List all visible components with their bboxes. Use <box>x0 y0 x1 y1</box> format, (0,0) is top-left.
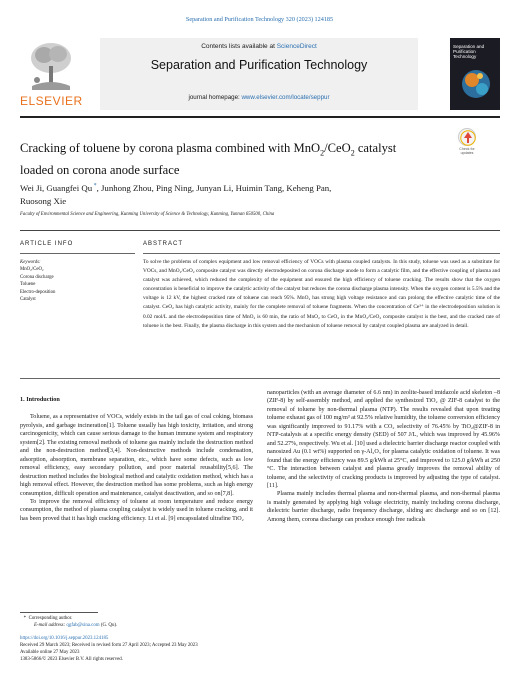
elsevier-tree-icon <box>28 40 74 90</box>
elsevier-wordmark: ELSEVIER <box>20 94 83 108</box>
section-heading: 1. Introduction <box>20 396 60 403</box>
sciencedirect-link[interactable]: ScienceDirect <box>276 43 317 50</box>
abstract-bottom-divider <box>20 378 500 379</box>
abstract-text: To solve the problems of complex equipment and low removal efficiency of VOCs with plasma coupled catalysts. In this study, toluene was used as a substitute for VOCs, and MnO₂/CeO₂ composite catalyst was directly electrodeposited on corona discharge anode to form a catalytic film, and the effective coupling of plasma and catalyst was achieved, which reduced the complexity of the equipment and ensured the high efficiency of toluene cracking. The results show that the oxygen concentration is beneficial to improve the catalytic activity of the catalyst but reduces the corona discharge plasma intensity. When the oxygen content is 5.5% and the voltage is 12 kV, the highest cracked rate of toluene can reach 95%. MnO₂ has strong high voltage resistance and can prolong the effective catalytic time of the catalyst. CeO₂ has high catalytic activity, mainly for the complete removal of toluene fragments. When the concentration of Ce³⁺ in the electrodeposition solution is 0.02 mol/L and the electrodeposition time of MnO₂ is 60 min, the ratio of MnO₂ to CeO₂ in the MnO₂/CeO₂ composite catalyst is the best, and the cracked rate of toluene is the best. Finally, the plasma discharge in this system and the mechanism of toluene removal by catalyst coupled plasma are analyzed in detail. <box>143 259 500 329</box>
paragraph: Toluene, as a representative of VOCs, widely exists in the tail gas of coal coking, biomass pyrolysis, and garbage incineration[1]. Toluene usually has high toxicity, irritation, and strong carcinogenicity, which can cause serious damage to the human immune system and respiratory system[2]. The existing removal methods of toluene gas mainly include the destruction method and the non-destruction method[3,4]. Non-destructive methods include condensation, adsorption, absorption, membrane separation, etc., which have some defects, such as low removal efficiency, easy secondary pollution, and poor material reusability[5,6]. The destruction method includes the biological method and catalytic oxidation method, which has a high removal effect. However, the destruction method has some problems, such as high energy consumption, difficult operation and maintenance, catalyst deactivation, and so on[7,8]. <box>20 414 253 497</box>
body-column-right <box>267 389 500 524</box>
keywords-heading: Keywords: <box>20 260 41 265</box>
cover-artwork <box>458 64 494 104</box>
journal-reference[interactable]: Separation and Purification Technology 320 (2023) 124185 <box>185 16 334 23</box>
copyright: 1383-5866/© 2023 Elsevier B.V. All rights reserved. <box>20 656 123 662</box>
keyword-item: MnO₂/CeO₂ <box>20 267 44 272</box>
available-online: Available online 27 May 2023 <box>20 649 80 655</box>
corresponding-author-marker[interactable]: * <box>92 183 97 189</box>
corresponding-note: * Corresponding author. <box>20 616 73 621</box>
footnote <box>20 616 117 629</box>
paragraph: To improve the removal efficiency of toluene at room temperature and reduce energy consumption, the method of plasma coupling catalyst is widely used in toluene cracking, and it has been proved that it has high cracking efficiency. Li et al. [9] encapsulated ultrafine TiO₂ <box>20 498 253 522</box>
keyword-item: Corona discharge <box>20 274 54 280</box>
affiliation: Faculty of Environmental Science and Engineering, Kunming University of Science & Technology, Kunming, Yunnan 650500, China <box>20 212 275 217</box>
author-email-link[interactable]: qgfab@sina.com <box>66 622 100 628</box>
journal-cover-image[interactable] <box>450 38 500 110</box>
section-divider <box>20 230 500 231</box>
abstract-heading: ABSTRACT <box>143 241 184 247</box>
elsevier-logo[interactable] <box>20 38 82 110</box>
masthead-center <box>100 38 418 110</box>
header-divider <box>20 116 500 118</box>
check-for-updates-label: Check for updates <box>459 147 475 155</box>
abstract-divider <box>143 253 500 254</box>
homepage-prefix: journal homepage: <box>188 94 242 101</box>
author-list: Wei Ji, Guangfei Qu *, Junhong Zhou, Ping Ning, Junyan Li, Huimin Tang, Keheng Pan, Ruosong Xie <box>20 182 332 206</box>
journal-homepage-link[interactable]: www.elsevier.com/locate/seppur <box>241 94 330 101</box>
keyword-item: Electro-deposition <box>20 289 56 295</box>
paragraph: nanoparticles (with an average diameter of 6.6 nm) in zeolite-based imidazole acid skeleton –8 (ZIF-8) by self-assembly method, and applied the synthesized TiO₂ @ ZIF-8 catalyst to the removal of toluene by non-thermal plasma (NTP). The results revealed that upon treating toluene exhaust gas of 100 mg/m³ at 92.5% relative humidity, the toluene conversion efficiency was significantly improved to 91.17% with a CO₂ selectivity of 76.45% by TiO₂@ZIF-8 in NTP-catalysis at a specific energy density (SED) of 507 J/L, which was improved by 45.96% and 52.27%, respectively. Wu et al. [10] used a dielectric barrier discharge reactor coupled with nanosized Au (0.1 wt%) supported on γ-Al₂O₃ for plasma catalytic oxidation of toluene. It was found that the energy efficiency was 89.5 g/kWh at 25°C, and improved to 125.0 g/kWh at 250 °C. The interaction between catalyst and plasma greatly improves the removal ability of toluene, and the selectivity of cracking products is improved by adjusting the type of catalyst. [11]. <box>267 390 500 489</box>
keywords-list <box>20 266 55 304</box>
article-info-divider <box>20 253 135 254</box>
contents-prefix: Contents lists available at <box>201 43 277 50</box>
received-dates: Received 29 March 2023; Received in revised form 27 April 2023; Accepted 23 May 2023 <box>20 642 198 648</box>
footnote-divider <box>20 612 98 613</box>
check-for-updates-icon <box>458 128 476 146</box>
contents-line <box>100 43 418 50</box>
doi-link[interactable]: https://doi.org/10.1016/j.seppur.2023.124185 <box>20 636 109 641</box>
homepage-line <box>100 94 418 101</box>
journal-name[interactable]: Separation and Purification Technology <box>150 58 368 72</box>
check-for-updates-button[interactable] <box>454 128 480 158</box>
email-line: E-mail address: qgfab@sina.com (G. Qu). <box>34 622 118 628</box>
journal-masthead <box>20 38 500 112</box>
body-column-left <box>20 396 253 523</box>
keyword-item: Toluene <box>20 282 36 288</box>
article-info-heading: ARTICLE INFO <box>20 241 74 247</box>
paragraph: Plasma mainly includes thermal plasma and non-thermal plasma, and non-thermal plasma is mainly generated by applying high voltage electricity, mainly including corona discharge, dielectric barrier discharge, radio frequency discharge, sliding arc discharge and so on [12]. Among them, corona discharge can produce enough free radicals <box>267 491 500 523</box>
cover-title: Separation and Purification Technology <box>453 44 485 60</box>
keyword-item: Catalyst <box>20 297 36 303</box>
article-title: Cracking of toluene by corona plasma combined with MnO$_2$/CeO$_2$ catalyst loaded on corona anode surface <box>20 141 397 177</box>
publication-info <box>20 636 198 664</box>
